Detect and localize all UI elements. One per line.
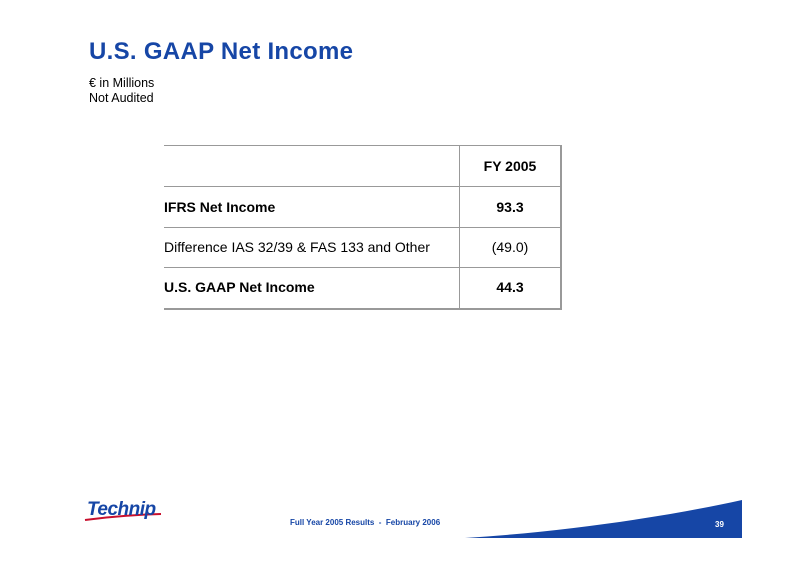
row-value: 44.3 (496, 279, 524, 295)
row-label: Difference IAS 32/39 & FAS 133 and Other (164, 239, 430, 255)
audit-note: Not Audited (89, 91, 154, 105)
row-value: 93.3 (496, 199, 524, 215)
row-value: (49.0) (491, 239, 529, 255)
currency-note: € in Millions (89, 76, 155, 90)
row-label: IFRS Net Income (164, 199, 276, 215)
logo-text: Technip (87, 499, 156, 520)
page-number: 39 (715, 520, 724, 529)
footer-caption: Full Year 2005 Results - February 2006 (290, 518, 441, 527)
row-label: U.S. GAAP Net Income (164, 279, 315, 295)
slide-title: U.S. GAAP Net Income (89, 38, 354, 65)
header-fy2005: FY 2005 (483, 158, 537, 174)
